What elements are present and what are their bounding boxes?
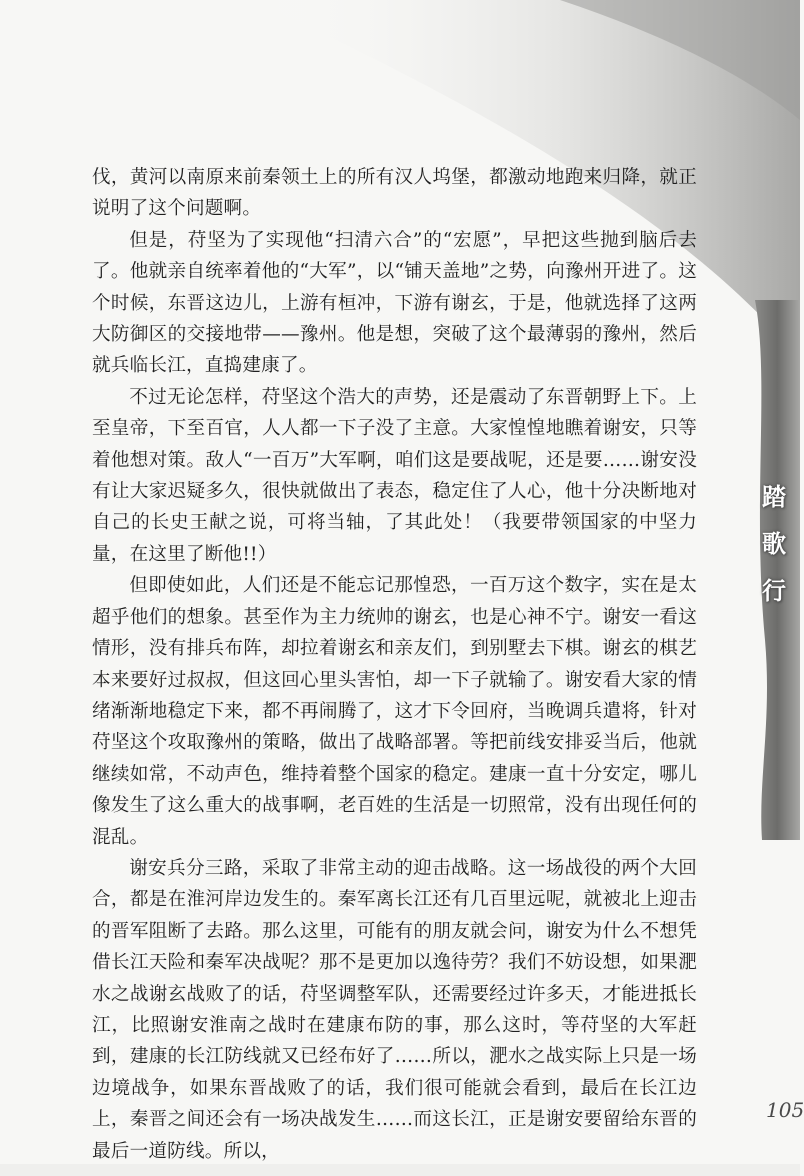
body-text bbox=[92, 162, 697, 1167]
paragraph: 不过无论怎样，苻坚这个浩大的声势，还是震动了东晋朝野上下。上至皇帝，下至百官，人人都一下子没了主意。大家惶惶地瞧着谢安，只等着他想对策。敌人“一百万”大军啊，咱们这是要战呢，还是要……谢安没有让大家迟疑多久，很快就做出了表态，稳定住了人心，他十分决断地对自己的长史王献之说，可将当轴，了其此处！（我要带领国家的中坚力量，在这里了断他!!） bbox=[92, 386, 697, 565]
paragraph: 谢安兵分三路，采取了非常主动的迎击战略。这一场战役的两个大回合，都是在淮河岸边发生的。秦军离长江还有几百里远呢，就被北上迎击的晋军阻断了去路。那么这里，可能有的朋友就会问，谢安为什么不想凭借长江天险和秦军决战呢？那不是更加以逸待劳？我们不妨设想，如果淝水之战谢玄战败了的话，苻坚调整军队，还需要经过许多天，才能进抵长江，比照谢安淮南之战时在建康布防的事，那么这时，等苻坚的大军赶到，建康的长江防线就又已经布好了……所以，淝水之战实际上只是一场边境战争，如果东晋战败了的话，我们很可能就会看到，最后在长江边上，秦晋之间还会有一场决战发生……而这长江，正是谢安要留给东晋的最后一道防线。所以， bbox=[92, 857, 697, 1162]
paragraph: 但是，苻坚为了实现他“扫清六合”的“宏愿”，早把这些抛到脑后去了。他就亲自统率着他的“大军”，以“铺天盖地”之势，向豫州开进了。这个时候，东晋这边儿，上游有桓冲，下游有谢玄，于是，他就选择了这两大防御区的交接地带——豫州。他是想，突破了这个最薄弱的豫州，然后就兵临长江，直捣建康了。 bbox=[92, 229, 697, 377]
side-title-char: 歌 bbox=[762, 529, 786, 558]
side-title-char: 踏 bbox=[762, 482, 786, 511]
side-title-char: 行 bbox=[762, 576, 786, 605]
paragraph: 伐，黄河以南原来前秦领土上的所有汉人坞堡，都激动地跑来归降，就正说明了这个问题啊。 bbox=[92, 167, 697, 220]
page-number: 105 bbox=[766, 1098, 804, 1122]
side-running-title bbox=[757, 473, 791, 614]
paragraph: 但即使如此，人们还是不能忘记那惶恐，一百万这个数字，实在是太超乎他们的想象。甚至作为主力统帅的谢玄，也是心神不宁。谢安一看这情形，没有排兵布阵，却拉着谢玄和亲友们，到别墅去下棋。谢玄的棋艺本来要好过叔叔，但这回心里头害怕，却一下子就输了。谢安看大家的情绪渐渐地稳定下来，都不再闹腾了，这才下令回府，当晚调兵遣将，针对苻坚这个攻取豫州的策略，做出了战略部署。等把前线安排妥当后，他就继续如常，不动声色，维持着整个国家的稳定。建康一直十分安定，哪儿像发生了这么重大的战事啊，老百姓的生活是一切照常，没有出现任何的混乱。 bbox=[92, 575, 697, 848]
